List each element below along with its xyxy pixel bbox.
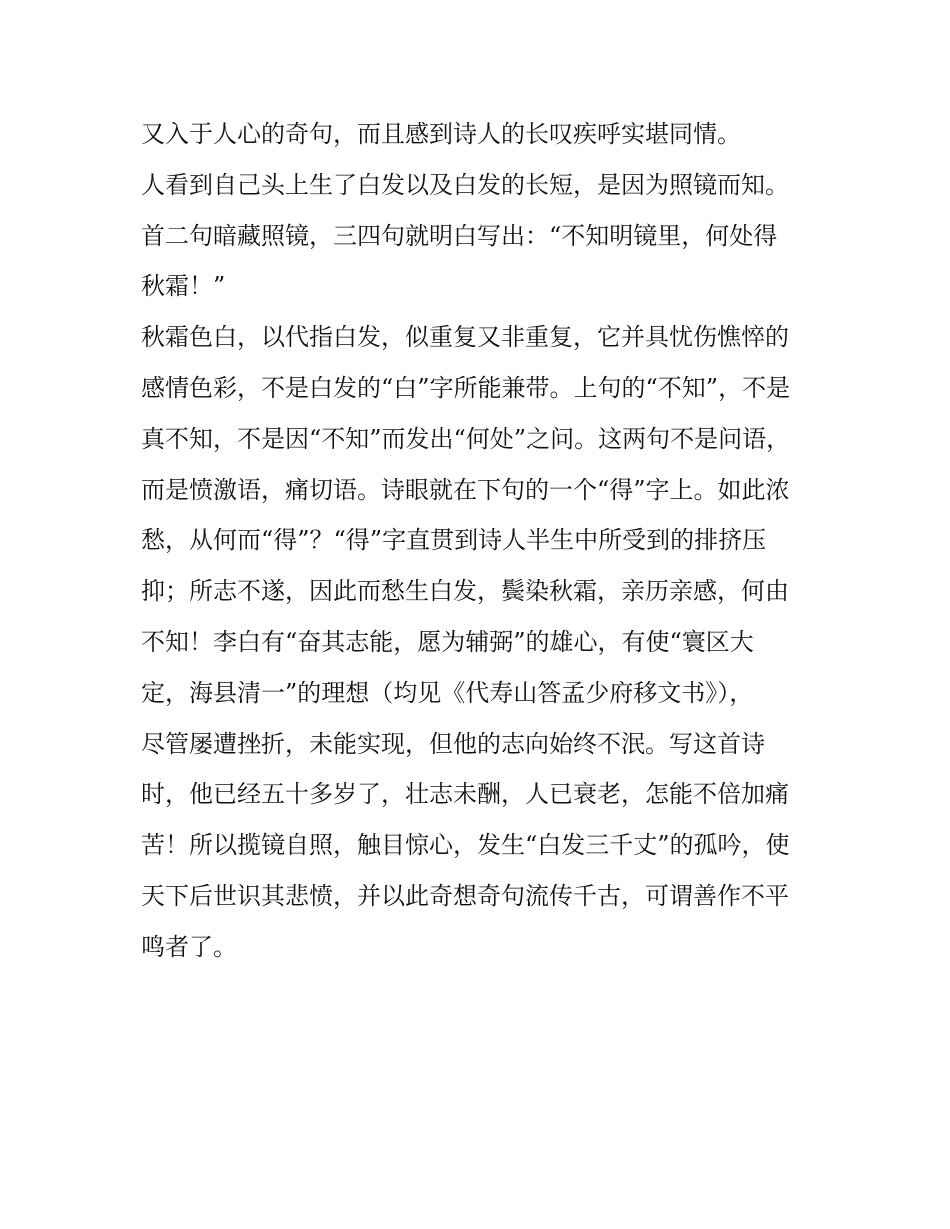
article-text bbox=[141, 109, 831, 973]
text-line: 而是愤激语，痛切语。诗眼就在下句的一个“得”字上。如此浓 bbox=[141, 475, 790, 504]
text-line: 秋霜！” bbox=[141, 272, 226, 301]
text-line: 天下后世识其悲愤，并以此奇想奇句流传千古，可谓善作不平 bbox=[141, 881, 789, 910]
text-line: 定，海县清一”的理想（均见《代寿山答孟少府移文书》）， bbox=[141, 678, 754, 707]
text-line: 愁，从何而“得”？“得”字直贯到诗人半生中所受到的排挤压 bbox=[141, 526, 767, 555]
text-line: 人看到自己头上生了白发以及白发的长短，是因为照镜而知。 bbox=[141, 170, 789, 199]
text-line: 秋霜色白，以代指白发，似重复又非重复，它并具忧伤憔悴的 bbox=[141, 323, 789, 352]
text-line: 又入于人心的奇句，而且感到诗人的长叹疾呼实堪同情。 bbox=[141, 120, 741, 148]
text-line: 真不知，不是因“不知”而发出“何处”之问。这两句不是问语， bbox=[141, 424, 791, 453]
text-line: 时，他已经五十多岁了，壮志未酬，人已衰老，怎能不倍加痛 bbox=[141, 780, 789, 809]
text-line: 感情色彩，不是白发的“白”字所能兼带。上句的“不知”，不是 bbox=[141, 373, 791, 402]
text-line: 不知！李白有“奋其志能，愿为辅弼”的雄心，有使“寰区大 bbox=[141, 627, 754, 656]
text-line: 尽管屡遭挫折，未能实现，但他的志向始终不泯。写这首诗 bbox=[141, 729, 765, 758]
text-line: 抑；所志不遂，因此而愁生白发，鬓染秋霜，亲历亲感，何由 bbox=[141, 577, 789, 606]
text-line: 首二句暗藏照镜，三四句就明白写出：“不知明镜里，何处得 bbox=[141, 221, 778, 250]
text-line: 鸣者了。 bbox=[141, 932, 237, 961]
text-line: 苦！所以揽镜自照，触目惊心，发生“白发三千丈”的孤吟，使 bbox=[141, 831, 790, 860]
